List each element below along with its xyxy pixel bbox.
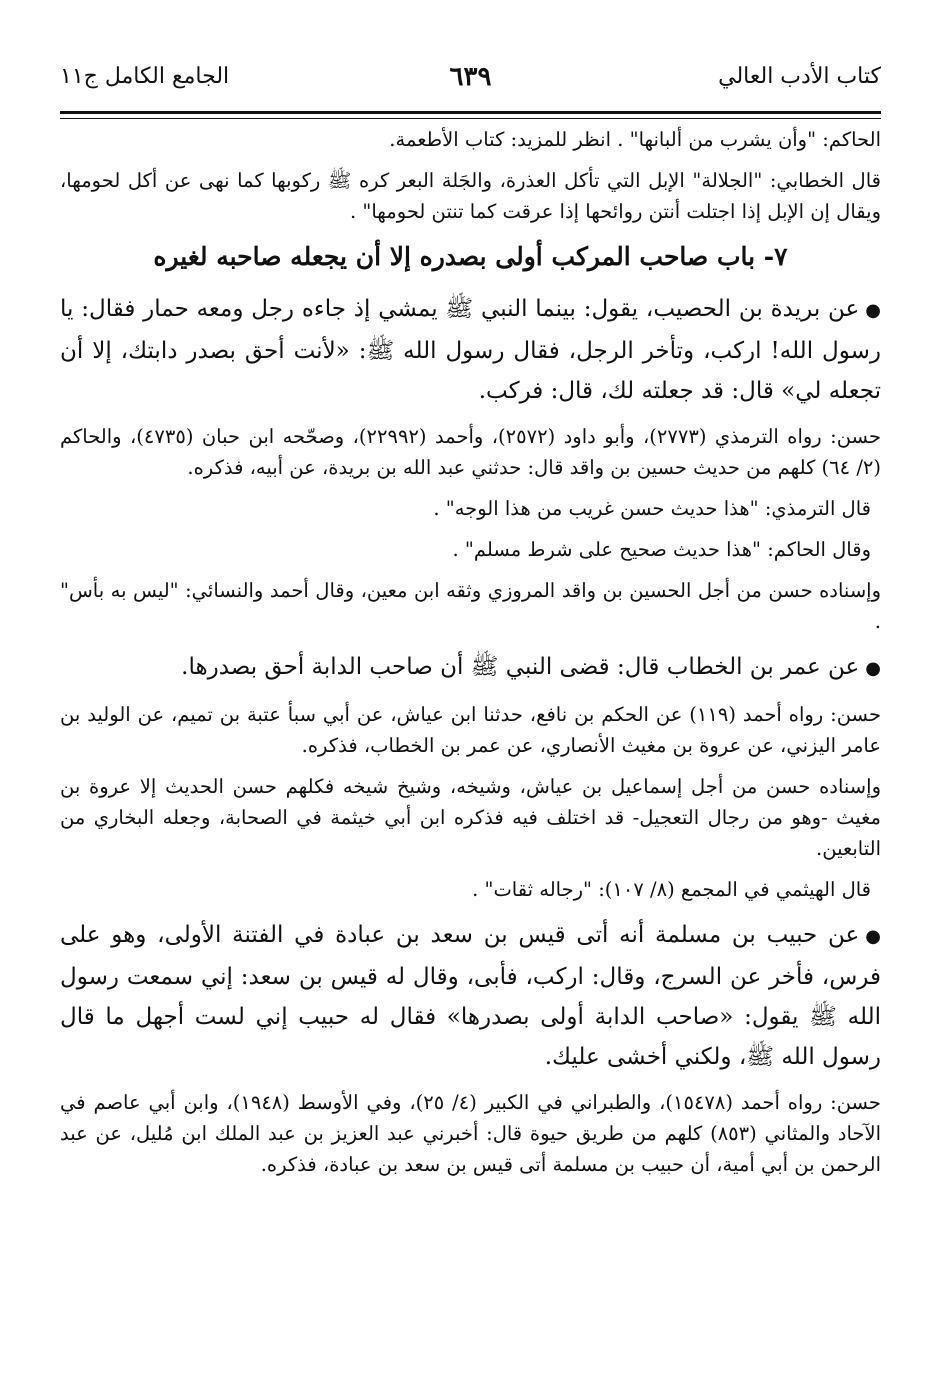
page-body	[60, 124, 881, 1190]
commentary-paragraph: وإسناده حسن من أجل إسماعيل بن عياش، وشيخه، وشيخ شيخه فكلهم حسن الحديث إلا عروة بن مغيث -وهو من رجال التعجيل- قد اختلف فيه فذكره ابن أبي خيثمة في الصحابة، وجعله البخاري من التابعين.	[60, 775, 881, 860]
page-header	[60, 58, 881, 104]
page-number: ٦٣٩	[449, 62, 492, 92]
volume-title: الجامع الكامل ج١١	[60, 64, 230, 89]
hadith-text: عن حبيب بن مسلمة أنه أتى قيس بن سعد بن عبادة في الفتنة الأولى، وهو على فرس، فأخر عن السرج، وقال: اركب، فأبى، وقال له قيس بن سعد: إني سمعت رسول الله ﷺ يقول: «صاحب الدابة أولى بصدرها» فقال له حبيب إني لست أجهل ما قال رسول الله ﷺ، ولكني أخشى عليك.	[60, 922, 881, 1070]
hadith-text: عن بريدة بن الحصيب، يقول: بينما النبي ﷺ يمشي إذ جاءه رجل ومعه حمار فقال: يا رسول الله! اركب، وتأخر الرجل، فقال رسول الله ﷺ: «لأنت أحق بصدر دابتك، إلا أن تجعله لي» قال: قد جعلته لك، قال: فركب.	[60, 296, 881, 404]
header-rule-thin	[60, 118, 881, 119]
commentary-paragraph: قال الترمذي: "هذا حديث حسن غريب من هذا الوجه" .	[433, 497, 871, 520]
commentary-paragraph: حسن: رواه أحمد (١٥٤٧٨)، والطبراني في الكبير (٤/ ٢٥)، وفي الأوسط (١٩٤٨)، وابن أبي عاصم في الآحاد والمثاني (٨٥٣) كلهم من طريق حيوة قال: أخبرني عبد العزيز بن عبد الملك ابن مُليل، عن عبد الرحمن بن أبي أمية، أن حبيب بن مسلمة أتى قيس بن سعد بن عبادة، فذكره.	[60, 1091, 881, 1176]
commentary-paragraph: حسن: رواه الترمذي (٢٧٧٣)، وأبو داود (٢٥٧٢)، وأحمد (٢٢٩٩٢)، وصحّحه ابن حبان (٤٧٣٥)، والحاكم (٢/ ٦٤) كلهم من حديث حسين بن واقد قال: حدثني عبد الله بن بريدة، عن أبيه، فذكره.	[60, 425, 881, 479]
bullet-icon: ●	[865, 300, 881, 321]
hadith-paragraph	[60, 647, 881, 689]
hadith-paragraph	[60, 915, 881, 1077]
bullet-icon: ●	[865, 658, 881, 679]
bullet-icon: ●	[865, 926, 881, 947]
commentary-paragraph: وقال الحاكم: "هذا حديث صحيح على شرط مسلم" .	[452, 538, 871, 561]
hadith-paragraph	[60, 289, 881, 411]
commentary-paragraph: قال الخطابي: "الجلالة" الإبل التي تأكل العذرة، والجَلة البعر كره ﷺ ركوبها كما نهى عن أكل لحومها، ويقال إن الإبل إذا اجتلت أنتن روائحها إذا عرقت كما تنتن لحومها" .	[60, 169, 881, 223]
chapter-heading: ٧- باب صاحب المركب أولى بصدره إلا أن يجعله صاحبه لغيره	[153, 242, 788, 271]
hadith-text: عن عمر بن الخطاب قال: قضى النبي ﷺ أن صاحب الدابة أحق بصدرها.	[181, 654, 860, 680]
commentary-paragraph: وإسناده حسن من أجل الحسين بن واقد المروزي وثقه ابن معين، وقال أحمد والنسائي: "ليس به بأس" .	[60, 579, 881, 633]
commentary-paragraph: قال الهيثمي في المجمع (٨/ ١٠٧): "رجاله ثقات" .	[472, 878, 871, 901]
commentary-paragraph: حسن: رواه أحمد (١١٩) عن الحكم بن نافع، حدثنا ابن عياش، عن أبي سبأ عتبة بن تميم، عن الوليد بن عامر اليزني، عن عروة بن مغيث الأنصاري، عن عمر بن الخطاب، فذكره.	[60, 703, 882, 757]
commentary-paragraph: الحاكم: "وأن يشرب من ألبانها" . انظر للمزيد: كتاب الأطعمة.	[389, 128, 881, 151]
book-title: كتاب الأدب العالي	[718, 64, 881, 89]
header-rule-thick	[60, 111, 881, 114]
